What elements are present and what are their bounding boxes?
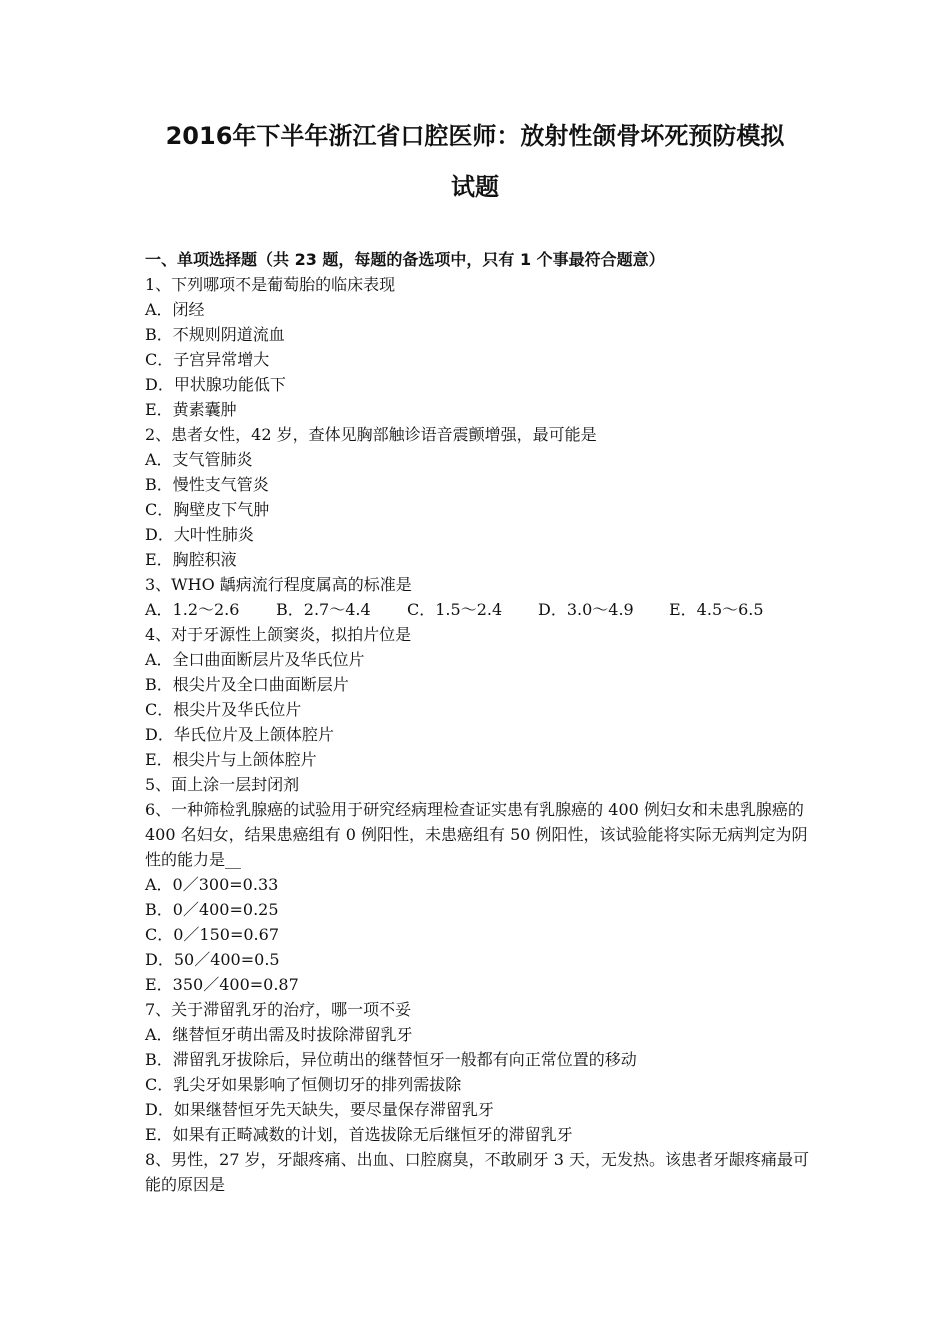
document-title-line1: 2016年下半年浙江省口腔医师：放射性颌骨坏死预防模拟 — [165, 122, 785, 150]
question-option: B．滞留乳牙拔除后，异位萌出的继替恒牙一般都有向正常位置的移动 — [145, 1050, 637, 1069]
question-stem: 7、关于滞留乳牙的治疗，哪一项不妥 — [145, 1000, 412, 1019]
question-option: E．胸腔积液 — [145, 550, 237, 569]
question-option: E．350／400=0.87 — [145, 975, 299, 994]
question-option: E．黄素囊肿 — [145, 400, 237, 419]
question-option: D．甲状腺功能低下 — [145, 375, 286, 394]
inline-options-row — [145, 597, 815, 622]
document-title-line2: 试题 — [451, 173, 499, 201]
question-option: A．支气管肺炎 — [145, 450, 253, 469]
question-option: D．如果继替恒牙先天缺失，要尽量保存滞留乳牙 — [145, 1100, 494, 1119]
question-stem: 8、男性，27 岁，牙龈疼痛、出血、口腔腐臭，不敢刷牙 3 天，无发热。该患者牙龈疼痛最可能的原因是 — [145, 1150, 809, 1194]
question-stem: 5、面上涂一层封闭剂 — [145, 775, 300, 794]
question-option: A．1.2～2.6 — [145, 600, 240, 619]
question-option: C．1.5～2.4 — [407, 600, 503, 619]
question-stem: 4、对于牙源性上颌窦炎，拟拍片位是 — [145, 625, 412, 644]
question-option: C．乳尖牙如果影响了恒侧切牙的排列需拔除 — [145, 1075, 462, 1094]
question-stem: 6、一种筛检乳腺癌的试验用于研究经病理检查证实患有乳腺癌的 400 例妇女和未患乳腺癌的 400 名妇女，结果患癌组有 0 例阳性，未患癌组有 50 例阳性，该试验能将实际无病判定为阴性的能力是__ — [145, 800, 808, 869]
question-stem: 1、下列哪项不是葡萄胎的临床表现 — [145, 275, 396, 294]
question-option: C．根尖片及华氏位片 — [145, 700, 302, 719]
question-option: D．华氏位片及上颌体腔片 — [145, 725, 334, 744]
question-option: E．4.5～6.5 — [669, 600, 764, 619]
question-option: B．2.7～4.4 — [276, 600, 371, 619]
question-option: D．3.0～4.9 — [538, 600, 634, 619]
question-stem: 2、患者女性，42 岁，查体见胸部触诊语音震颤增强，最可能是 — [145, 425, 597, 444]
question-option: B．根尖片及全口曲面断层片 — [145, 675, 349, 694]
question-option: E．如果有正畸减数的计划，首选拔除无后继恒牙的滞留乳牙 — [145, 1125, 573, 1144]
question-option: E．根尖片与上颌体腔片 — [145, 750, 317, 769]
question-option: C．子宫异常增大 — [145, 350, 270, 369]
question-option: C．0／150=0.67 — [145, 925, 279, 944]
document-body — [145, 247, 815, 1197]
question-option: C．胸壁皮下气肿 — [145, 500, 270, 519]
question-option: A．闭经 — [145, 300, 205, 319]
question-option: D．50／400=0.5 — [145, 950, 280, 969]
section-heading: 一、单项选择题（共 23 题，每题的备选项中，只有 1 个事最符合题意） — [145, 250, 665, 269]
question-stem: 3、WHO 龋病流行程度属高的标准是 — [145, 575, 412, 594]
question-option: B．慢性支气管炎 — [145, 475, 269, 494]
question-option: A．继替恒牙萌出需及时拔除滞留乳牙 — [145, 1025, 413, 1044]
question-option: A．0／300=0.33 — [145, 875, 279, 894]
question-option: B．0／400=0.25 — [145, 900, 279, 919]
question-option: B．不规则阴道流血 — [145, 325, 285, 344]
question-option: A．全口曲面断层片及华氏位片 — [145, 650, 365, 669]
question-option: D．大叶性肺炎 — [145, 525, 254, 544]
